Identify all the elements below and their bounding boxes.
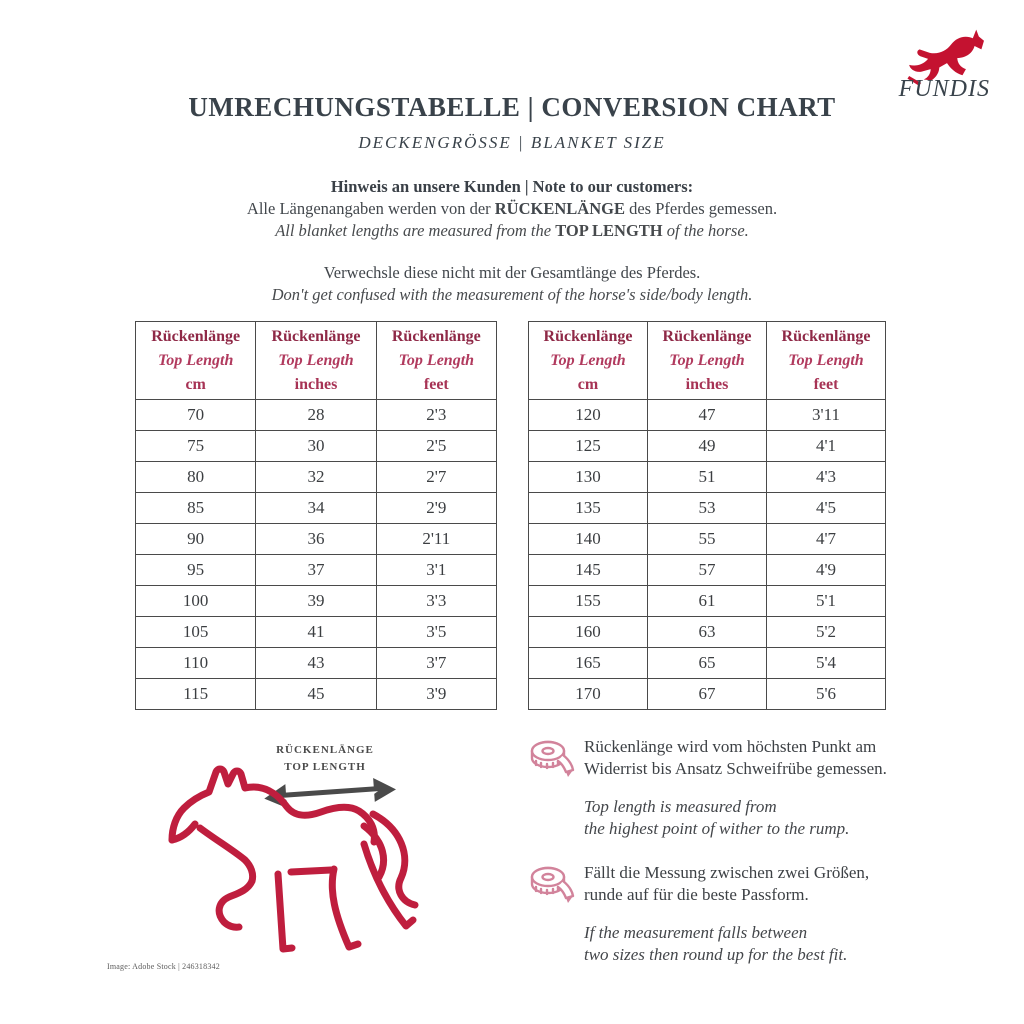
table-cell: 85 <box>136 493 256 524</box>
table-cell: 3'7 <box>376 648 496 679</box>
header-subtitle: Top Length <box>398 351 475 369</box>
table-cell: 125 <box>529 431 648 462</box>
customer-notice <box>0 176 1024 306</box>
table-cell: 2'7 <box>376 462 496 493</box>
header-subtitle: Top Length <box>278 351 354 369</box>
table-cell: 30 <box>256 431 376 462</box>
tip-en-text <box>584 796 898 840</box>
table-cell: 4'9 <box>767 555 886 586</box>
notice-de-suffix: des Pferdes gemessen. <box>624 199 778 218</box>
notice-line2-en: Don't get confused with the measurement of the horse's side/body length. <box>271 285 753 304</box>
table-row <box>136 462 497 493</box>
table-cell: 120 <box>529 400 648 431</box>
table-cell: 28 <box>256 400 376 431</box>
table-cell: 5'2 <box>767 617 886 648</box>
table-cell: 100 <box>136 586 256 617</box>
header-title: Rückenlänge <box>151 327 241 345</box>
tip-round-up <box>528 862 898 966</box>
header-subtitle: Top Length <box>669 351 745 369</box>
table-cell: 4'3 <box>767 462 886 493</box>
conversion-table-right <box>528 321 886 710</box>
notice-de-prefix: Alle Längenangaben werden von der <box>246 199 495 218</box>
measuring-tape-icon <box>528 864 576 906</box>
table-cell: 130 <box>529 462 648 493</box>
notice-en-prefix: All blanket lengths are measured from the <box>275 221 556 240</box>
header-unit: feet <box>423 375 449 393</box>
table-cell: 5'6 <box>767 679 886 710</box>
table-row <box>529 431 886 462</box>
measuring-tips <box>528 736 898 988</box>
column-header-inches <box>648 322 767 400</box>
tip-en-line1: Top length is measured from <box>584 797 777 816</box>
header-unit: cm <box>185 375 206 393</box>
table-row <box>136 431 497 462</box>
table-body <box>529 400 886 710</box>
tip-top-length <box>528 736 898 840</box>
table-row <box>136 679 497 710</box>
table-cell: 155 <box>529 586 648 617</box>
table-row <box>529 524 886 555</box>
tip-de-text <box>584 862 898 906</box>
table-header-row <box>529 322 886 400</box>
table-cell: 67 <box>648 679 767 710</box>
table-cell: 47 <box>648 400 767 431</box>
table-cell: 5'1 <box>767 586 886 617</box>
table-cell: 51 <box>648 462 767 493</box>
table-cell: 55 <box>648 524 767 555</box>
table-cell: 170 <box>529 679 648 710</box>
table-row <box>136 524 497 555</box>
table-cell: 34 <box>256 493 376 524</box>
table-cell: 53 <box>648 493 767 524</box>
column-header-feet <box>767 322 886 400</box>
column-header-cm <box>136 322 256 400</box>
table-cell: 41 <box>256 617 376 648</box>
table-cell: 2'11 <box>376 524 496 555</box>
table-row <box>529 493 886 524</box>
table-cell: 37 <box>256 555 376 586</box>
column-header-inches <box>256 322 376 400</box>
table-header-row <box>136 322 497 400</box>
table-cell: 61 <box>648 586 767 617</box>
table-row <box>529 462 886 493</box>
page-title: UMRECHUNGSTABELLE | CONVERSION CHART <box>188 92 836 122</box>
table-row <box>529 648 886 679</box>
table-cell: 65 <box>648 648 767 679</box>
notice-line-en <box>0 220 1024 242</box>
table-cell: 3'3 <box>376 586 496 617</box>
table-cell: 4'7 <box>767 524 886 555</box>
header-title: Rückenlänge <box>543 327 633 345</box>
table-cell: 3'5 <box>376 617 496 648</box>
brand-name: FUNDIS <box>898 76 990 102</box>
table-cell: 32 <box>256 462 376 493</box>
table-cell: 3'1 <box>376 555 496 586</box>
column-header-feet <box>376 322 496 400</box>
header-subtitle: Top Length <box>788 351 864 369</box>
tip-en-line1: If the measurement falls between <box>584 923 808 942</box>
horse-outline-icon <box>158 756 430 956</box>
header-title: Rückenlänge <box>271 327 361 345</box>
table-cell: 80 <box>136 462 256 493</box>
table-cell: 2'9 <box>376 493 496 524</box>
tip-en-text <box>584 922 898 966</box>
table-row <box>529 679 886 710</box>
table-cell: 165 <box>529 648 648 679</box>
table-row <box>136 555 497 586</box>
table-cell: 4'5 <box>767 493 886 524</box>
tip-de-line1: Rückenlänge wird vom höchsten Punkt am <box>584 737 877 756</box>
table-cell: 3'9 <box>376 679 496 710</box>
notice-heading: Hinweis an unsere Kunden | Note to our customers: <box>330 177 694 196</box>
table-cell: 90 <box>136 524 256 555</box>
measuring-tape-icon <box>528 738 576 780</box>
table-cell: 105 <box>136 617 256 648</box>
table-cell: 3'11 <box>767 400 886 431</box>
table-row <box>529 400 886 431</box>
table-cell: 110 <box>136 648 256 679</box>
table-cell: 2'3 <box>376 400 496 431</box>
table-cell: 145 <box>529 555 648 586</box>
table-cell: 2'5 <box>376 431 496 462</box>
table-row <box>136 648 497 679</box>
table-row <box>136 586 497 617</box>
table-row <box>136 400 497 431</box>
table-cell: 4'1 <box>767 431 886 462</box>
tip-de-line1: Fällt die Messung zwischen zwei Größen, <box>584 863 870 882</box>
table-cell: 70 <box>136 400 256 431</box>
header-subtitle: Top Length <box>157 351 234 369</box>
table-cell: 39 <box>256 586 376 617</box>
column-header-cm <box>529 322 648 400</box>
table-cell: 95 <box>136 555 256 586</box>
page-subtitle: DECKENGRÖSSE | BLANKET SIZE <box>358 133 666 152</box>
notice-en-suffix: of the horse. <box>662 221 749 240</box>
label-en: TOP LENGTH <box>284 761 366 773</box>
label-de: RÜCKENLÄNGE <box>276 744 374 756</box>
table-cell: 49 <box>648 431 767 462</box>
table-cell: 160 <box>529 617 648 648</box>
table-cell: 57 <box>648 555 767 586</box>
header-subtitle: Top Length <box>550 351 626 369</box>
header-title: Rückenlänge <box>662 327 752 345</box>
notice-line-de <box>0 198 1024 220</box>
notice-de-bold: RÜCKENLÄNGE <box>494 199 625 218</box>
notice-line2-de: Verwechsle diese nicht mit der Gesamtlänge des Pferdes. <box>323 263 701 282</box>
conversion-table-left <box>135 321 497 710</box>
table-cell: 43 <box>256 648 376 679</box>
table-cell: 115 <box>136 679 256 710</box>
table-row <box>529 617 886 648</box>
header-unit: inches <box>685 375 729 393</box>
tip-de-line2: runde auf für die beste Passform. <box>584 885 809 904</box>
table-row <box>136 617 497 648</box>
table-cell: 45 <box>256 679 376 710</box>
table-cell: 140 <box>529 524 648 555</box>
table-body <box>136 400 497 710</box>
table-cell: 135 <box>529 493 648 524</box>
tip-de-line2: Widerrist bis Ansatz Schweifrübe gemessen. <box>584 759 887 778</box>
notice-en-bold: TOP LENGTH <box>555 221 663 240</box>
table-row <box>529 586 886 617</box>
table-cell: 36 <box>256 524 376 555</box>
header-unit: feet <box>813 375 839 393</box>
table-cell: 75 <box>136 431 256 462</box>
table-cell: 63 <box>648 617 767 648</box>
table-cell: 5'4 <box>767 648 886 679</box>
table-row <box>136 493 497 524</box>
header-title: Rückenlänge <box>391 327 481 345</box>
tip-en-line2: two sizes then round up for the best fit. <box>584 945 848 964</box>
table-row <box>529 555 886 586</box>
header-title: Rückenlänge <box>781 327 871 345</box>
header-unit: cm <box>577 375 599 393</box>
image-credit: Image: Adobe Stock | 246318342 <box>107 962 220 971</box>
tip-en-line2: the highest point of wither to the rump. <box>584 819 850 838</box>
tip-de-text <box>584 736 898 780</box>
header-unit: inches <box>294 375 338 393</box>
